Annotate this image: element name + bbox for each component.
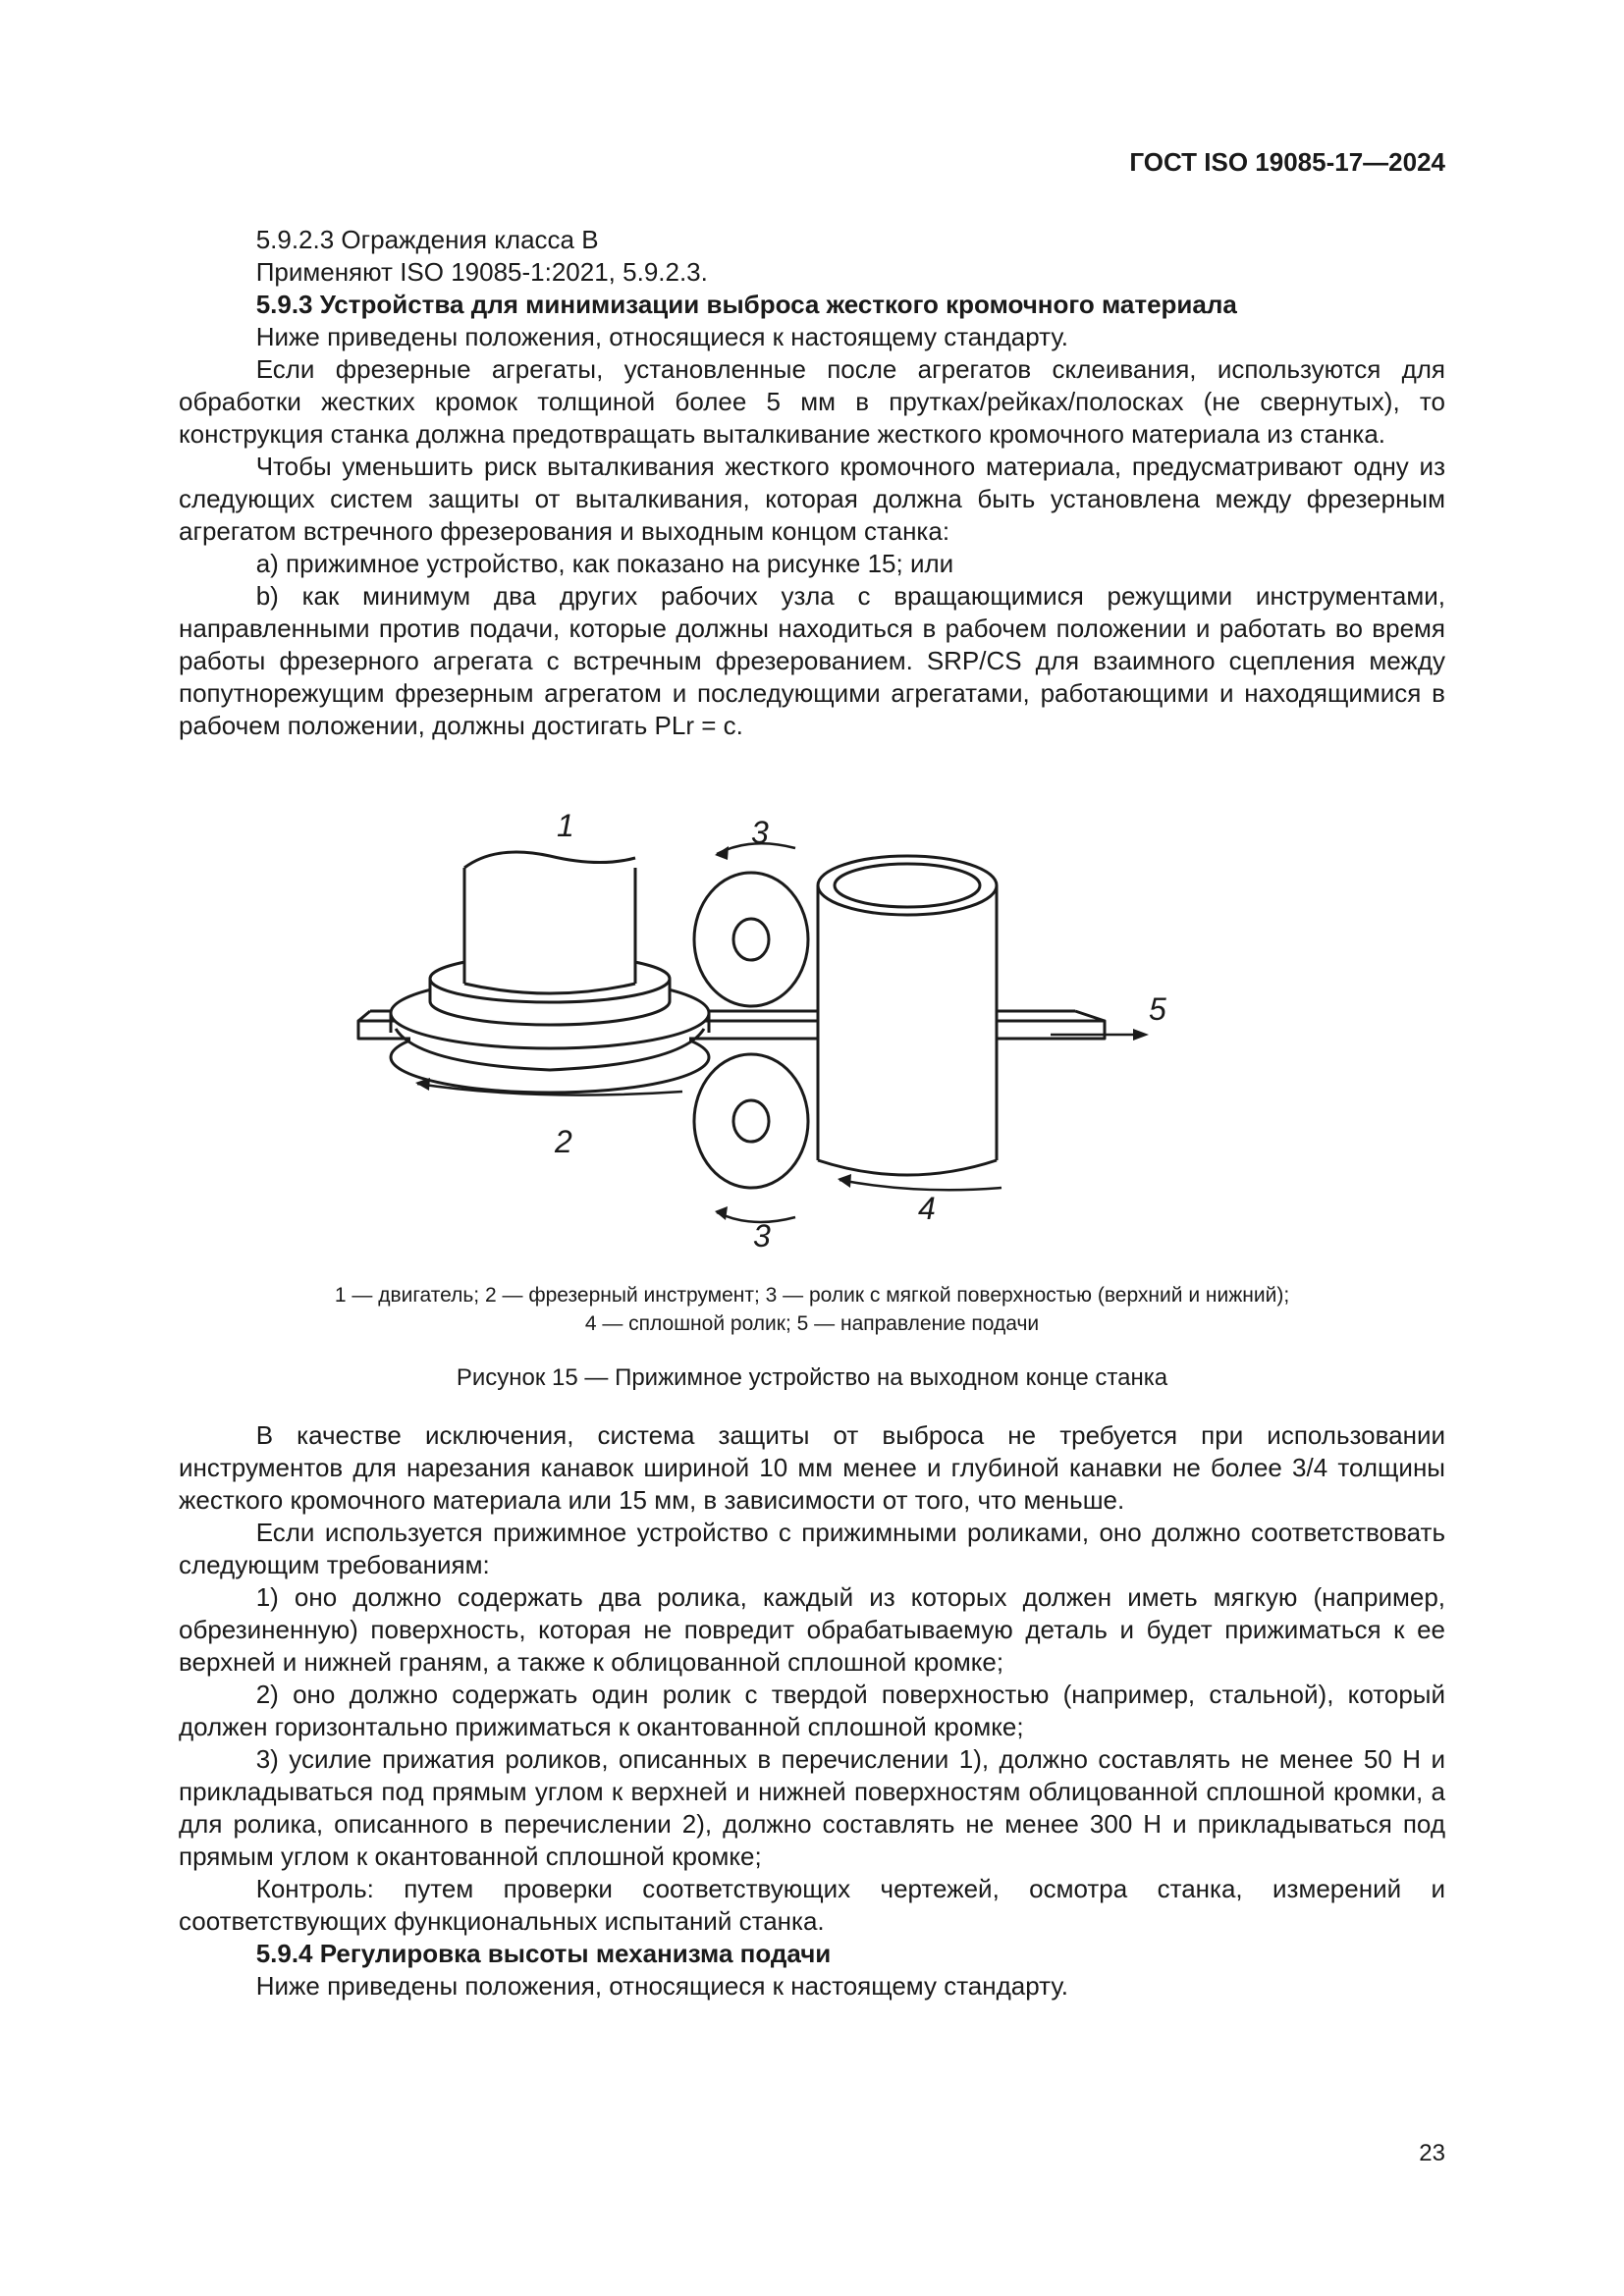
figure-15-drawing — [349, 807, 1213, 1258]
figure-caption: Рисунок 15 — Прижимное устройство на выходном конце станка — [456, 1364, 1168, 1391]
text-block-top — [179, 224, 1445, 742]
text-block-bottom — [179, 1419, 1445, 2002]
paragraph: Ниже приведены положения, относящиеся к настоящему стандарту. — [255, 322, 1068, 351]
legend-line: 4 — сплошной ролик; 5 — направление подачи — [584, 1312, 1040, 1335]
figure-label-upper-roller: 3 — [751, 815, 769, 850]
paragraph: Чтобы уменьшить риск выталкивания жесткого кромочного материала, предусматривают одну из следующих систем защиты от выталкивания, которая должна быть установлена между фрезерным агрегатом встречного фрезерования и выходным концом станка: — [179, 452, 1445, 546]
paragraph: 5.9.2.3 Ограждения класса B — [255, 225, 599, 254]
section-heading: 5.9.3 Устройства для минимизации выброса жесткого кромочного материала — [255, 290, 1237, 319]
figure-legend — [179, 1281, 1445, 1338]
list-item: b) как минимум два других рабочих узла с вращающимися режущими инструментами, направленными против подачи, которые должны находиться в рабочем положении и работать во время работы фрезерного агрегата с встречным фрезерованием. SRP/CS для взаимного сцепления между попутнорежущим фрезерным агрегатом и последующими агрегатами, работающими и находящимися в рабочем положении, должны достигать PLr = c. — [179, 581, 1445, 740]
figure-label-solid-roller: 4 — [918, 1191, 936, 1226]
upper-roller-axle — [733, 919, 769, 960]
paragraph: Контроль: путем проверки соответствующих чертежей, осмотра станка, измерений и соответствующих функциональных испытаний станка. — [179, 1874, 1445, 1936]
standard-header: ГОСТ ISO 19085-17—2024 — [1129, 147, 1445, 177]
figure-label-feed: 5 — [1149, 991, 1166, 1027]
list-item: 2) оно должно содержать один ролик с твердой поверхностью (например, стальной), который должен горизонтально прижиматься к окантованной сплошной кромке; — [179, 1680, 1445, 1741]
list-item: a) прижимное устройство, как показано на рисунке 15; или — [255, 549, 954, 578]
paragraph: Если фрезерные агрегаты, установленные после агрегатов склеивания, используются для обработки жестких кромок толщиной более 5 мм в прутках/рейках/полосках (не свернутых), то конструкция станка должна предотвращать выталкивание жесткого кромочного материала из станка. — [179, 354, 1445, 449]
list-item: 3) усилие прижатия роликов, описанных в перечислении 1), должно составлять не менее 50 Н и прикладываться под прямым углом к верхней и нижней поверхностям облицованной сплошной кромки, а для ролика, описанного в перечислении 2), должно составлять не менее 300 Н и прикладываться под прямым углом к окантованной сплошной кромке; — [179, 1744, 1445, 1871]
legend-line: 1 — двигатель; 2 — фрезерный инструмент; 3 — ролик с мягкой поверхностью (верхний и нижний); — [334, 1284, 1290, 1307]
motor-body — [464, 868, 635, 984]
solid-roller-base — [818, 1160, 997, 1175]
solid-roller-rotation-arrow — [839, 1180, 1001, 1190]
paragraph: В качестве исключения, система защиты от выброса не требуется при использовании инструментов для нарезания канавок шириной 10 мм менее и глубиной канавки не более 3/4 толщины жесткого кромочного материала или 15 мм, в зависимости от того, что меньше. — [179, 1420, 1445, 1515]
pressure-device-illustration — [349, 807, 1213, 1258]
list-item: 1) оно должно содержать два ролика, каждый из которых должен иметь мягкую (например, обрезиненную) поверхность, которая не повредит обрабатываемую деталь и будет прижиматься к ее верхней и нижней граням, а также к облицованной сплошной кромке; — [179, 1582, 1445, 1677]
motor-top — [464, 852, 635, 868]
page-number: 23 — [1419, 2140, 1445, 2166]
paragraph: Применяют ISO 19085-1:2021, 5.9.2.3. — [255, 257, 708, 287]
solid-roller-body — [818, 885, 997, 1160]
solid-roller-bore — [835, 864, 980, 907]
section-heading: 5.9.4 Регулировка высоты механизма подачи — [255, 1939, 832, 1968]
paragraph: Если используется прижимное устройство с прижимными роликами, оно должно соответствовать следующим требованиям: — [179, 1518, 1445, 1579]
figure-label-tool: 2 — [555, 1124, 572, 1159]
arrowhead — [1133, 1029, 1149, 1041]
figure-label-motor: 1 — [557, 808, 574, 843]
lower-roller-axle — [733, 1100, 769, 1142]
figure-label-lower-roller: 3 — [753, 1218, 771, 1254]
paragraph: Ниже приведены положения, относящиеся к настоящему стандарту. — [255, 1971, 1068, 2001]
